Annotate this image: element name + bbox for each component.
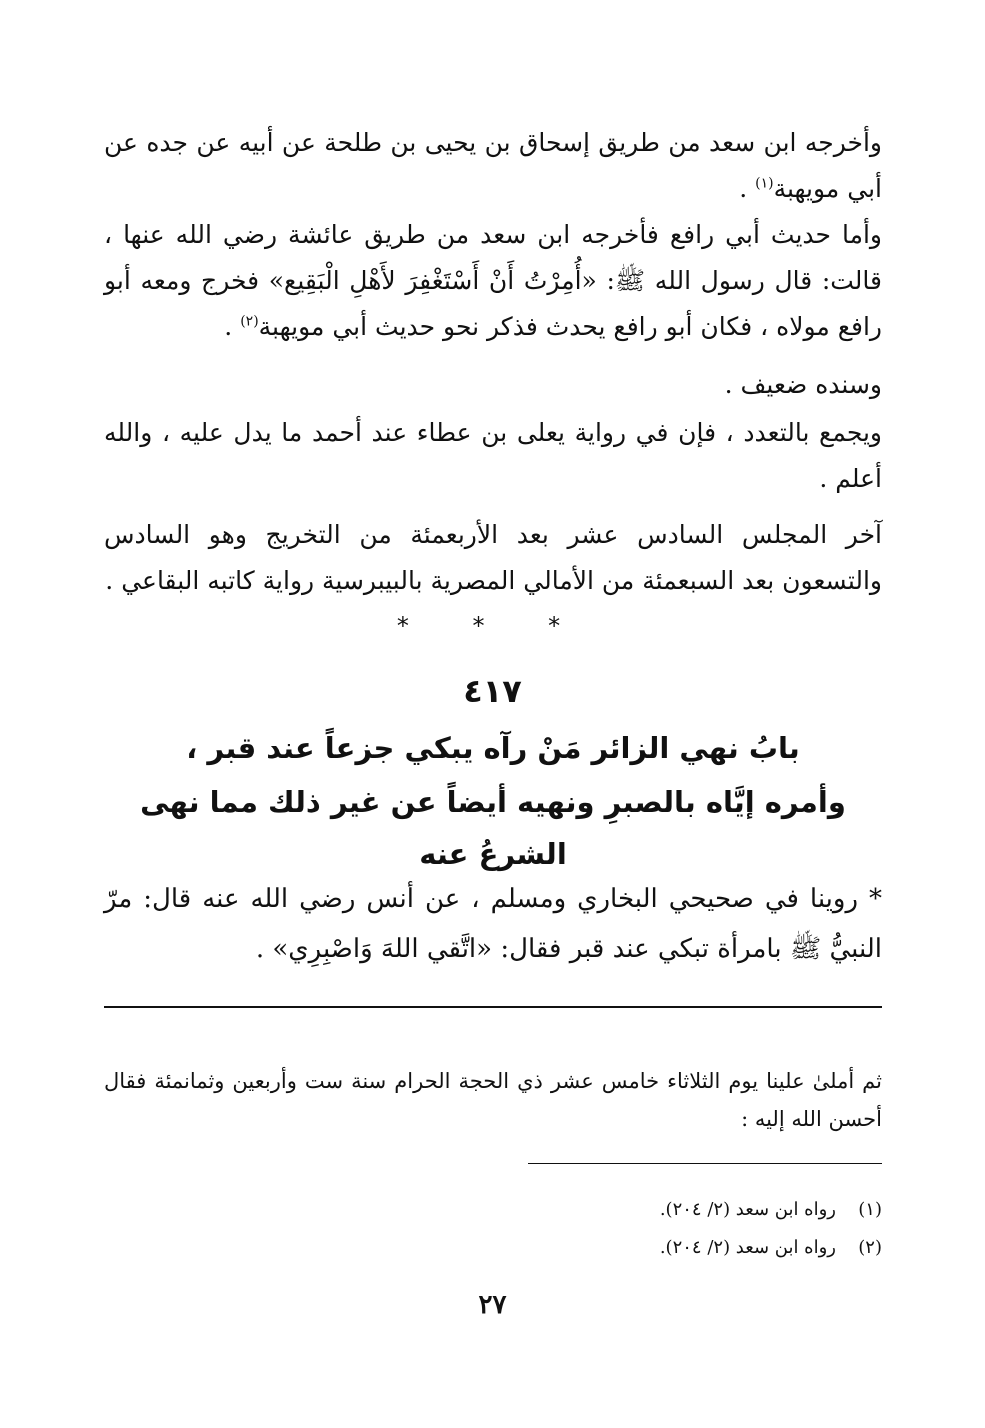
hadith-paragraph: * روينا في صحيحي البخاري ومسلم ، عن أنس رضي الله عنه قال: مرّ النبيُّ ﷺ بامرأة تبكي عند قبر فقال: «اتَّقي اللهَ وَاصْبِرِي» . [104,884,882,964]
paragraph-abu-rafi: وأما حديث أبي رافع فأخرجه ابن سعد من طريق عائشة رضي الله عنها ، قالت: قال رسول الله ﷺ: «أُمِرْتُ أَنْ أَسْتَغْفِرَ لأَهْلِ الْبَقِيع» فخرج ومعه أبو رافع مولاه ، فكان أبو رافع يحدث فذكر نحو حديث أبي مويهبة$^{(٢)}$ . [104,220,882,341]
footnote-1 [104,1194,882,1226]
chapter-number: ٤١٧ [463,672,522,710]
page-number: ٢٧ [478,1290,507,1320]
footnote-number: (٢) [858,1237,882,1258]
paragraph-text: وأخرجه ابن سعد من طريق إسحاق بن يحيى بن طلحة عن أبيه عن جده عن أبي مويهبة [104,128,882,203]
paragraph-isnad-weak: وسنده ضعيف . [724,370,882,399]
footnote-divider [104,1006,882,1008]
section-separator: * * * [396,612,589,640]
dictation-note: ثم أملىٰ علينا يوم الثلاثاء خامس عشر ذي الحجة الحرام سنة ست وأربعين وثمانمئة فقال أحسن الله إليه : [104,1069,882,1131]
footnote-ref-1[interactable]: (١) [755,175,774,192]
footnote-text: رواه ابن سعد (٢/ ٢٠٤). [659,1199,836,1220]
chapter-title-line1: بابُ نهي الزائر مَنْ رآه يبكي جزعاً عند قبر ، [186,731,800,765]
footnote-number: (١) [858,1199,882,1220]
chapter-title-line2: وأمره إيَّاه بالصبرِ ونهيه أيضاً عن غير ذلك مما نهى الشرعُ عنه [140,785,846,871]
paragraph-text: وأما حديث أبي رافع فأخرجه ابن سعد من طريق عائشة رضي الله عنها ، قالت: قال رسول الله ﷺ: «أُمِرْتُ أَنْ أَسْتَغْفِرَ لأَهْلِ الْبَقِيع» فخرج ومعه أبو رافع مولاه ، فكان أبو رافع يحدث فذكر نحو حديث أبي مويهبة [104,220,882,341]
paragraph-reconcile: ويجمع بالتعدد ، فإن في رواية يعلى بن عطاء عند أحمد ما يدل عليه ، والله أعلم . [104,418,882,493]
paragraph-majlis-end: آخر المجلس السادس عشر بعد الأربعمئة من التخريج وهو السادس والتسعون بعد السبعمئة من الأمالي المصرية بالبيبرسية رواية كاتبه البقاعي . [104,520,882,595]
paragraph-ibn-saad: وأخرجه ابن سعد من طريق إسحاق بن يحيى بن طلحة عن أبيه عن جده عن أبي مويهبة$^{(١)}$ . [104,128,882,203]
footnote-2 [104,1232,882,1264]
footnote-ref-2[interactable]: (٢) [240,313,259,330]
footnote-text: رواه ابن سعد (٢/ ٢٠٤). [659,1237,836,1258]
footnotes-rule [528,1163,882,1164]
